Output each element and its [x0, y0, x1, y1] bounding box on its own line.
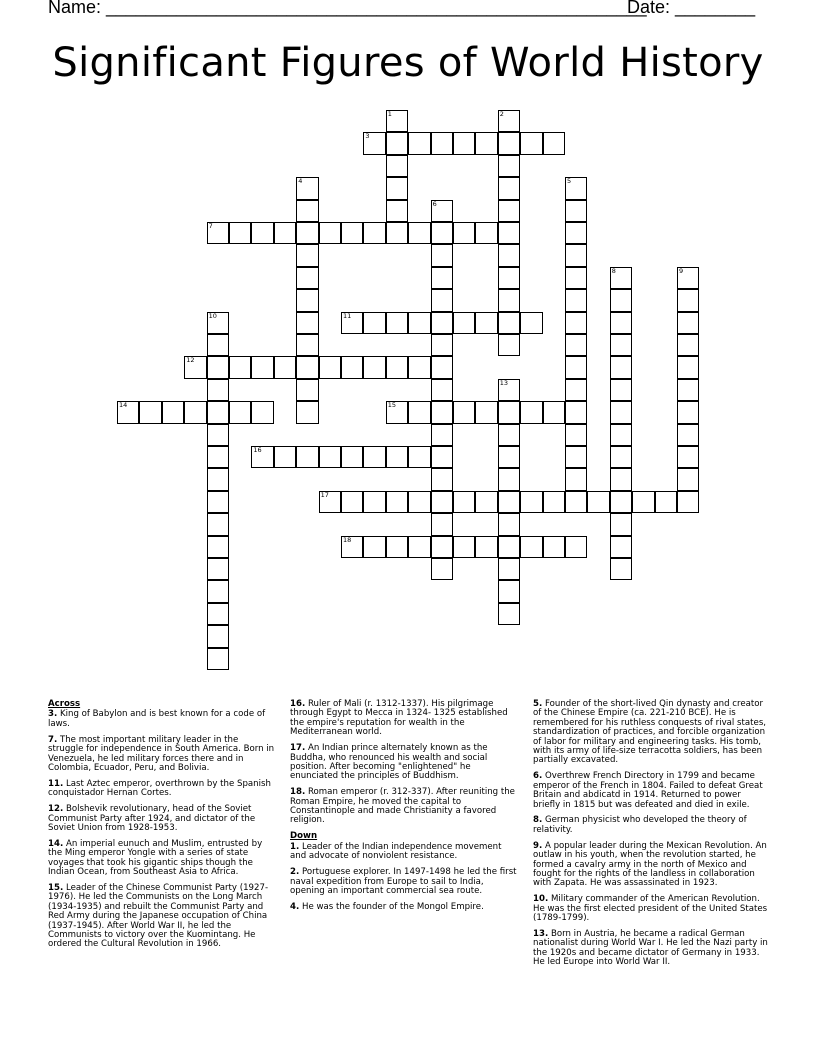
- crossword-cell[interactable]: [498, 580, 520, 602]
- crossword-cell[interactable]: [296, 334, 318, 356]
- crossword-cell[interactable]: [408, 312, 430, 334]
- crossword-cell[interactable]: [229, 356, 251, 378]
- crossword-cell[interactable]: [677, 401, 699, 423]
- clue-number: 7.: [48, 734, 58, 745]
- crossword-cell[interactable]: [386, 222, 408, 244]
- crossword-cell[interactable]: [363, 312, 385, 334]
- crossword-cell[interactable]: [207, 648, 229, 670]
- cell-number: 7: [208, 222, 213, 230]
- crossword-cell[interactable]: [139, 401, 161, 423]
- crossword-cell[interactable]: [363, 356, 385, 378]
- cell-number: 1: [387, 110, 392, 118]
- clue-down-5: [533, 700, 769, 766]
- crossword-cell[interactable]: [610, 401, 632, 423]
- crossword-cell[interactable]: [565, 177, 587, 199]
- crossword-cell[interactable]: [677, 334, 699, 356]
- crossword-cell[interactable]: [453, 491, 475, 513]
- crossword-cell[interactable]: [229, 222, 251, 244]
- clue-down-2: [290, 868, 520, 896]
- clue-number: 6.: [533, 771, 543, 782]
- clue-across-18: [290, 788, 520, 826]
- cell-number: 18: [343, 535, 352, 544]
- clue-number: 9.: [533, 840, 543, 851]
- crossword-cell[interactable]: [207, 603, 229, 625]
- crossword-cell[interactable]: [363, 446, 385, 468]
- crossword-cell[interactable]: [386, 312, 408, 334]
- crossword-cell[interactable]: [498, 334, 520, 356]
- crossword-cell[interactable]: [274, 446, 296, 468]
- cell-number: 16: [253, 446, 262, 454]
- crossword-cell[interactable]: [162, 401, 184, 423]
- clue-across-15: [48, 884, 276, 950]
- crossword-cell[interactable]: [363, 132, 385, 154]
- crossword-cell[interactable]: [431, 379, 453, 401]
- clue-text: Leader of the Indian independence movement and advocate of nonviolent resistance.: [290, 841, 502, 862]
- crossword-cell[interactable]: [520, 491, 542, 513]
- cell-number: 17: [320, 490, 329, 499]
- crossword-cell[interactable]: [386, 200, 408, 222]
- crossword-cell[interactable]: [431, 424, 453, 446]
- crossword-cell[interactable]: [386, 401, 408, 423]
- crossword-cell[interactable]: [498, 446, 520, 468]
- crossword-cell[interactable]: [408, 446, 430, 468]
- crossword-cell[interactable]: [565, 491, 587, 513]
- crossword-cell[interactable]: [543, 132, 565, 154]
- clue-down-9: [533, 842, 769, 889]
- crossword-cell[interactable]: [610, 334, 632, 356]
- crossword-cell[interactable]: [677, 446, 699, 468]
- crossword-cell[interactable]: [207, 558, 229, 580]
- clue-text: Roman emperor (r. 312-337). After reuniting the Roman Empire, he moved the capital to Constantinople and made Christianity a favored religion.: [290, 787, 515, 826]
- date-field[interactable]: Date: ________: [627, 0, 756, 17]
- clue-number: 14.: [48, 838, 64, 849]
- clue-across-11: [48, 780, 276, 799]
- crossword-cell[interactable]: [341, 491, 363, 513]
- cell-number: 9: [679, 266, 684, 275]
- crossword-cell[interactable]: [610, 356, 632, 378]
- clue-down-13: [533, 930, 769, 968]
- crossword-cell[interactable]: [386, 177, 408, 199]
- crossword-cell[interactable]: [207, 536, 229, 558]
- crossword-cell[interactable]: [431, 289, 453, 311]
- crossword-cell[interactable]: [386, 446, 408, 468]
- crossword-cell[interactable]: [408, 132, 430, 154]
- clue-number: 15.: [48, 883, 64, 893]
- clue-down-1: [290, 843, 520, 862]
- clues-column-3: [533, 700, 769, 974]
- crossword-cell[interactable]: [386, 356, 408, 378]
- clue-number: 3.: [48, 709, 58, 720]
- crossword-cell[interactable]: [408, 356, 430, 378]
- crossword-cell[interactable]: [431, 312, 453, 334]
- clue-number: 13.: [533, 929, 549, 940]
- crossword-cell[interactable]: [251, 356, 273, 378]
- across-heading: Across: [48, 699, 81, 709]
- crossword-cell[interactable]: [610, 513, 632, 535]
- crossword-cell[interactable]: [498, 424, 520, 446]
- clue-text: King of Babylon and is best known for a code of laws.: [48, 709, 266, 729]
- crossword-cell[interactable]: [431, 536, 453, 558]
- crossword-cell[interactable]: [498, 267, 520, 289]
- crossword-cell[interactable]: [610, 558, 632, 580]
- crossword-cell[interactable]: [386, 110, 408, 132]
- crossword-cell[interactable]: [543, 401, 565, 423]
- cell-number: 6: [432, 199, 437, 208]
- crossword-cell[interactable]: [319, 356, 341, 378]
- crossword-cell[interactable]: [431, 558, 453, 580]
- crossword-cell[interactable]: [453, 312, 475, 334]
- crossword-cell[interactable]: [207, 379, 229, 401]
- crossword-cell[interactable]: [565, 468, 587, 490]
- crossword-cell[interactable]: [386, 491, 408, 513]
- crossword-cell[interactable]: [117, 401, 139, 423]
- crossword-cell[interactable]: [363, 536, 385, 558]
- clue-across-3: [48, 710, 276, 729]
- crossword-cell[interactable]: [475, 132, 497, 154]
- crossword-cell[interactable]: [520, 132, 542, 154]
- crossword-cell[interactable]: [453, 132, 475, 154]
- crossword-cell[interactable]: [498, 558, 520, 580]
- crossword-cell[interactable]: [296, 267, 318, 289]
- crossword-cell[interactable]: [498, 491, 520, 513]
- crossword-cell[interactable]: [498, 110, 520, 132]
- crossword-cell[interactable]: [632, 491, 654, 513]
- clue-across-14: [48, 840, 276, 878]
- crossword-cell[interactable]: [498, 289, 520, 311]
- crossword-cell[interactable]: [498, 312, 520, 334]
- clue-number: 16.: [290, 699, 306, 709]
- crossword-cell[interactable]: [431, 244, 453, 266]
- crossword-cell[interactable]: [408, 536, 430, 558]
- crossword-cell[interactable]: [296, 401, 318, 423]
- cell-number: 11: [343, 311, 352, 320]
- crossword-cell[interactable]: [296, 289, 318, 311]
- crossword-cell[interactable]: [431, 446, 453, 468]
- clue-number: 4.: [290, 901, 300, 912]
- crossword-cell[interactable]: [498, 177, 520, 199]
- crossword-cell[interactable]: [565, 356, 587, 378]
- clue-text: Last Aztec emperor, overthrown by the Spanish conquistador Hernan Cortes.: [48, 778, 271, 799]
- crossword-cell[interactable]: [498, 468, 520, 490]
- crossword-cell[interactable]: [610, 446, 632, 468]
- crossword-cell[interactable]: [587, 491, 609, 513]
- crossword-cell[interactable]: [498, 222, 520, 244]
- crossword-cell[interactable]: [296, 244, 318, 266]
- crossword-cell[interactable]: [296, 312, 318, 334]
- crossword-cell[interactable]: [274, 356, 296, 378]
- crossword-cell[interactable]: [498, 132, 520, 154]
- clue-text: Overthrew French Directory in 1799 and became emperor of the French in 1804. Failed to defeat Great Britain and abdicatd in 1914. Returned to power briefly in 1815 but was defeated and died in exile.: [533, 771, 763, 810]
- crossword-cell[interactable]: [565, 267, 587, 289]
- clue-number: 5.: [533, 699, 543, 709]
- crossword-cell[interactable]: [453, 222, 475, 244]
- clue-text: Portuguese explorer. In 1497-1498 he led the first naval expedition from Europe to sail to India, opening an important commercial sea route.: [290, 867, 517, 896]
- crossword-cell[interactable]: [296, 222, 318, 244]
- crossword-cell[interactable]: [431, 200, 453, 222]
- cell-number: 14: [119, 401, 128, 410]
- crossword-cell[interactable]: [655, 491, 677, 513]
- crossword-cell[interactable]: [296, 177, 318, 199]
- crossword-cell[interactable]: [296, 356, 318, 378]
- crossword-cell[interactable]: [520, 312, 542, 334]
- crossword-cell[interactable]: [408, 401, 430, 423]
- crossword-cell[interactable]: [453, 401, 475, 423]
- clue-number: 12.: [48, 804, 64, 815]
- crossword-cell[interactable]: [498, 244, 520, 266]
- crossword-cell[interactable]: [296, 446, 318, 468]
- crossword-cell[interactable]: [207, 491, 229, 513]
- crossword-cell[interactable]: [207, 625, 229, 647]
- clue-across-7: [48, 736, 276, 774]
- crossword-cell[interactable]: [207, 401, 229, 423]
- name-field[interactable]: Name: ______________________________________________________: [48, 0, 647, 17]
- crossword-cell[interactable]: [677, 289, 699, 311]
- clue-across-12: [48, 805, 276, 833]
- crossword-cell[interactable]: [431, 513, 453, 535]
- clue-text: An imperial eunuch and Muslim, entrusted by the Ming emperor Yongle with a series of state voyages that took his gigantic ships though the Indian Ocean, from Southeast Asia to Africa.: [48, 838, 263, 878]
- crossword-cell[interactable]: [677, 379, 699, 401]
- clue-text: Ruler of Mali (r. 1312-1337). His pilgrimage through Egypt to Mecca in 1324- 1325 established the empire's reputation for wealth in the Mediterranean world.: [290, 699, 508, 738]
- crossword-cell[interactable]: [251, 446, 273, 468]
- crossword-cell[interactable]: [677, 356, 699, 378]
- crossword-cell[interactable]: [408, 491, 430, 513]
- cell-number: 10: [208, 311, 217, 320]
- crossword-cell[interactable]: [207, 312, 229, 334]
- crossword-cell[interactable]: [341, 356, 363, 378]
- crossword-cell[interactable]: [386, 132, 408, 154]
- crossword-cell[interactable]: [207, 334, 229, 356]
- crossword-cell[interactable]: [184, 401, 206, 423]
- crossword-cell[interactable]: [296, 379, 318, 401]
- cell-number: 13: [499, 378, 509, 387]
- clue-text: He was the founder of the Mongol Empire.: [301, 901, 484, 912]
- crossword-cell[interactable]: [274, 222, 296, 244]
- crossword-cell[interactable]: [565, 424, 587, 446]
- crossword-cell[interactable]: [498, 379, 520, 401]
- crossword-cell[interactable]: [565, 222, 587, 244]
- crossword-cell[interactable]: [565, 200, 587, 222]
- crossword-cell[interactable]: [498, 401, 520, 423]
- crossword-cell[interactable]: [543, 536, 565, 558]
- crossword-cell[interactable]: [498, 603, 520, 625]
- crossword-cell[interactable]: [431, 356, 453, 378]
- crossword-cell[interactable]: [251, 222, 273, 244]
- clue-text: An Indian prince alternately known as the Buddha, who renounced his wealth and social position. After becoming "enlightened" he enunciated the principles of Buddhism.: [290, 743, 488, 782]
- crossword-cell[interactable]: [565, 312, 587, 334]
- clue-text: A popular leader during the Mexican Revolution. An outlaw in his youth, when the revolution started, he formed a cavalry army in the north of Mexico and fought for the rights of the landless in collaboration with Zapata. He was assassinated in 1923.: [533, 840, 767, 889]
- crossword-cell[interactable]: [431, 132, 453, 154]
- crossword-cell[interactable]: [296, 200, 318, 222]
- crossword-cell[interactable]: [565, 289, 587, 311]
- crossword-cell[interactable]: [610, 491, 632, 513]
- crossword-cell[interactable]: [475, 222, 497, 244]
- clue-text: Military commander of the American Revolution. He was the first elected president of the United States (1789-1799).: [533, 894, 768, 924]
- crossword-cell[interactable]: [431, 267, 453, 289]
- crossword-cell[interactable]: [520, 401, 542, 423]
- crossword-cell[interactable]: [475, 401, 497, 423]
- crossword-cell[interactable]: [565, 446, 587, 468]
- crossword-cell[interactable]: [610, 289, 632, 311]
- clue-number: 2.: [290, 867, 300, 878]
- crossword-cell[interactable]: [520, 536, 542, 558]
- clue-text: Bolshevik revolutionary, head of the Soviet Communist Party after 1924, and dictator of the Soviet Union from 1928-1953.: [48, 804, 256, 833]
- clues-column-1: [48, 700, 276, 956]
- crossword-cell[interactable]: [207, 424, 229, 446]
- down-heading: Down: [290, 831, 318, 842]
- crossword-cell[interactable]: [431, 401, 453, 423]
- crossword-cell[interactable]: [207, 580, 229, 602]
- crossword-cell[interactable]: [677, 312, 699, 334]
- crossword-cell[interactable]: [453, 536, 475, 558]
- crossword-cell[interactable]: [207, 513, 229, 535]
- clue-down-10: [533, 895, 769, 923]
- crossword-cell[interactable]: [319, 446, 341, 468]
- crossword-cell[interactable]: [207, 468, 229, 490]
- crossword-cell[interactable]: [498, 513, 520, 535]
- clue-text: The most important military leader in the struggle for independence in South America. Born in Venezuela, he led military forces there and in Colombia, Ecuador, Peru, and Bolivia.: [48, 734, 275, 773]
- crossword-cell[interactable]: [565, 244, 587, 266]
- cell-number: 12: [186, 356, 195, 365]
- cell-number: 15: [387, 401, 397, 410]
- crossword-cell[interactable]: [677, 267, 699, 289]
- crossword-cell[interactable]: [386, 155, 408, 177]
- crossword-cell[interactable]: [319, 491, 341, 513]
- crossword-cell[interactable]: [363, 491, 385, 513]
- crossword-cell[interactable]: [610, 267, 632, 289]
- clue-number: 18.: [290, 787, 306, 798]
- crossword-cell[interactable]: [408, 222, 430, 244]
- crossword-cell[interactable]: [251, 401, 273, 423]
- cell-number: 4: [298, 177, 303, 186]
- cell-number: 3: [365, 132, 370, 141]
- clue-down-6: [533, 772, 769, 810]
- crossword-cell[interactable]: [431, 222, 453, 244]
- clue-across-16: [290, 700, 520, 738]
- cell-number: 8: [611, 266, 616, 275]
- crossword-cell[interactable]: [677, 491, 699, 513]
- crossword-cell[interactable]: [565, 401, 587, 423]
- clues-column-2: [290, 700, 520, 919]
- clue-across-17: [290, 744, 520, 782]
- crossword-cell[interactable]: [565, 536, 587, 558]
- crossword-cell[interactable]: [498, 200, 520, 222]
- crossword-cell[interactable]: [677, 424, 699, 446]
- clue-down-8: [533, 816, 769, 835]
- crossword-cell[interactable]: [610, 424, 632, 446]
- clue-text: Leader of the Chinese Communist Party (1927-1976). He led the Communists on the Long March (1934-1935) and rebuilt the Communist Party and Red Army during the Japanese occupation of China (1937-1945). After World War II, he led the Communists to victory over the Kuomintang. He ordered the Cultural Revolution in 1966.: [48, 883, 269, 950]
- crossword-cell[interactable]: [475, 312, 497, 334]
- crossword-cell[interactable]: [610, 312, 632, 334]
- crossword-cell[interactable]: [341, 222, 363, 244]
- clue-text: Born in Austria, he became a radical German nationalist during World War I. He led the Nazi party in the 1920s and became dictator of Germany in 1933. He led Europe into World War II.: [533, 929, 768, 968]
- crossword-cell[interactable]: [341, 446, 363, 468]
- clue-number: 10.: [533, 894, 549, 905]
- crossword-cell[interactable]: [207, 356, 229, 378]
- clue-number: 1.: [290, 841, 300, 852]
- crossword-cell[interactable]: [431, 334, 453, 356]
- cell-number: 2: [499, 110, 504, 118]
- crossword-cell[interactable]: [565, 334, 587, 356]
- crossword-cell[interactable]: [229, 401, 251, 423]
- crossword-cell[interactable]: [475, 491, 497, 513]
- crossword-cell[interactable]: [610, 379, 632, 401]
- crossword-cell[interactable]: [565, 379, 587, 401]
- clue-text: Founder of the short-lived Qin dynasty and creator of the Chinese Empire (ca. 221-210 BCE). He is remembered for his ruthless conquests of rival states, standardization of practices, and forcible organization of labor for military and engineering tasks. His tomb, with its army of life-size terracotta soldiers, has been partially excavated.: [533, 699, 767, 766]
- crossword-cell[interactable]: [341, 536, 363, 558]
- clue-text: German physicist who developed the theory of relativity.: [533, 815, 747, 835]
- clue-number: 11.: [48, 778, 64, 789]
- crossword-cell[interactable]: [341, 312, 363, 334]
- crossword-cell[interactable]: [498, 155, 520, 177]
- crossword-cell[interactable]: [431, 491, 453, 513]
- crossword-cell[interactable]: [363, 222, 385, 244]
- crossword-cell[interactable]: [431, 468, 453, 490]
- crossword-cell[interactable]: [498, 536, 520, 558]
- crossword-cell[interactable]: [207, 446, 229, 468]
- crossword-cell[interactable]: [475, 536, 497, 558]
- crossword-cell[interactable]: [319, 222, 341, 244]
- clue-number: 17.: [290, 743, 306, 754]
- clue-down-4: [290, 903, 520, 912]
- page-title: Significant Figures of World History: [52, 40, 764, 86]
- crossword-cell[interactable]: [610, 468, 632, 490]
- cell-number: 5: [567, 177, 572, 186]
- clue-number: 8.: [533, 815, 543, 826]
- crossword-cell[interactable]: [543, 491, 565, 513]
- crossword-cell[interactable]: [184, 356, 206, 378]
- crossword-cell[interactable]: [207, 222, 229, 244]
- crossword-cell[interactable]: [677, 468, 699, 490]
- crossword-cell[interactable]: [386, 536, 408, 558]
- crossword-cell[interactable]: [610, 536, 632, 558]
